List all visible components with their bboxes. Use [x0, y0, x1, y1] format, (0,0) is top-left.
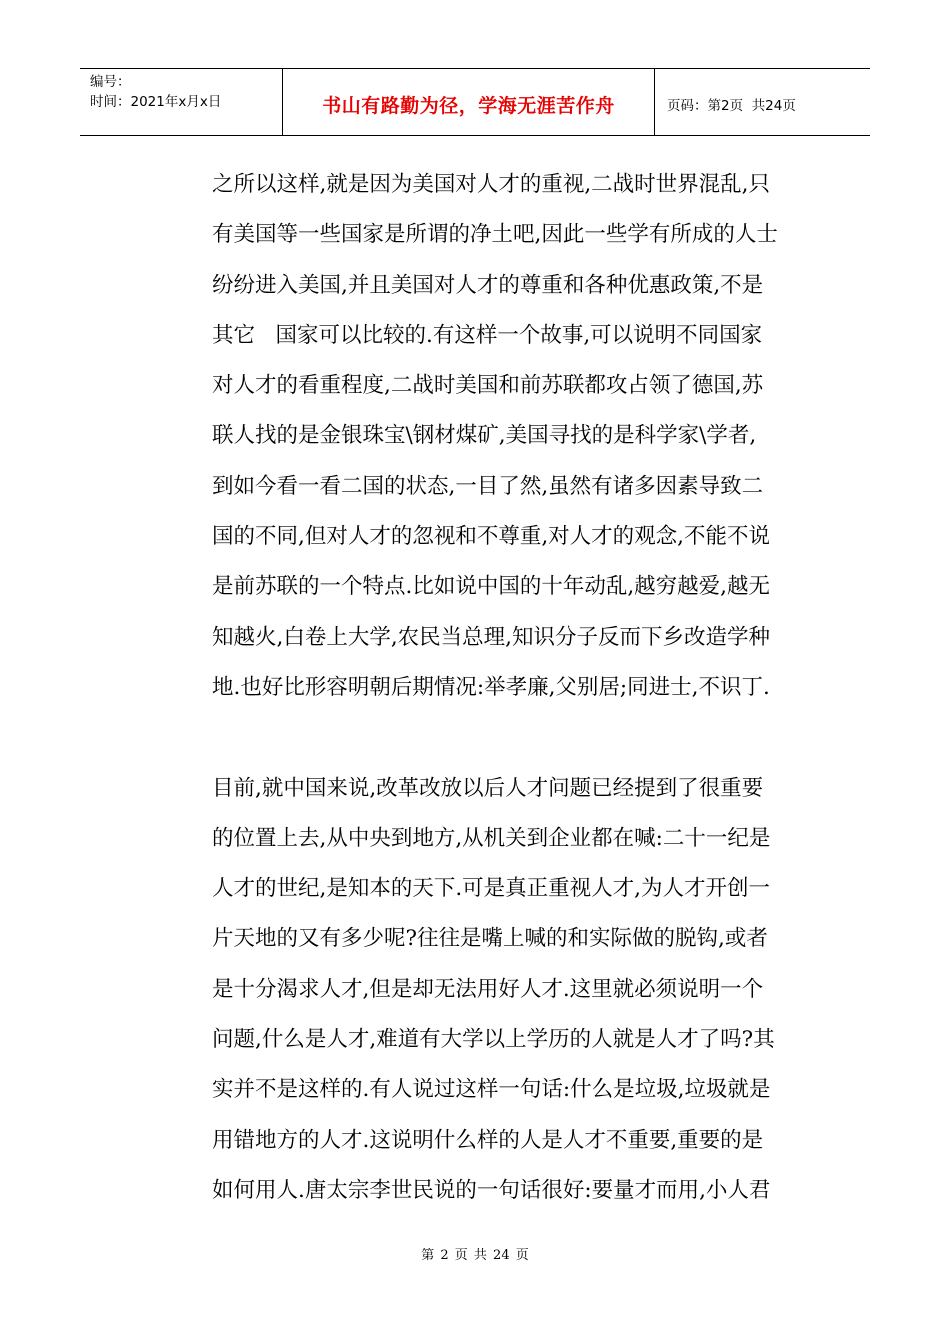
- header-page-info: 页码：第2页 共24页: [667, 98, 796, 114]
- page-footer: 第 2 页 共 24 页: [421, 1248, 529, 1263]
- text-line: 目前,就中国来说,改革改放以后人才问题已经提到了很重要: [212, 775, 764, 801]
- text-line: 人才的世纪,是知本的天下.可是真正重视人才,为人才开创一: [212, 876, 771, 902]
- text-line: 问题,什么是人才,难道有大学以上学历的人就是人才了吗?其: [212, 1027, 775, 1053]
- text-line: 地.也好比形容明朝后期情况:举孝廉,父别居;同进士,不识丁.: [212, 674, 770, 700]
- text-line: 片天地的又有多少呢?往往是嘴上喊的和实际做的脱钩,或者: [212, 926, 768, 952]
- text-line: 知越火,白卷上大学,农民当总理,知识分子反而下乡改造学种: [212, 624, 771, 650]
- text-line: 的位置上去,从中央到地方,从机关到企业都在喊:二十一纪是: [212, 825, 771, 851]
- text-line: 用错地方的人才.这说明什么样的人是人才不重要,重要的是: [212, 1127, 764, 1153]
- text-line: 是前苏联的一个特点.比如说中国的十年动乱,越穷越爱,越无: [212, 574, 771, 600]
- document-header: [80, 68, 870, 136]
- header-meta-cell: [80, 69, 283, 135]
- text-line: 实并不是这样的.有人说过这样一句话:什么是垃圾,垃圾就是: [212, 1077, 771, 1103]
- text-line: 其它 国家可以比较的.有这样一个故事,可以说明不同国家: [212, 322, 763, 348]
- text-line: 有美国等一些国家是所谓的净土吧,因此一些学有所成的人士: [212, 222, 778, 248]
- text-line: 国的不同,但对人才的忽视和不尊重,对人才的观念,不能不说: [212, 524, 771, 550]
- time-label: 时间：2021年x月x日: [90, 94, 222, 110]
- text-line: 对人才的看重程度,二战时美国和前苏联都攻占领了德国,苏: [212, 373, 764, 399]
- text-line: 如何用人.唐太宗李世民说的一句话很好:要量才而用,小人君: [212, 1177, 771, 1203]
- paragraph-gap: [212, 713, 812, 763]
- code-label: 编号：: [90, 74, 131, 90]
- paragraph-2: [212, 764, 812, 1217]
- text-line: 纷纷进入美国,并且美国对人才的尊重和各种优惠政策,不是: [212, 272, 764, 298]
- header-motto: 书山有路勤为径，学海无涯苦作舟: [283, 69, 655, 135]
- text-line: 到如今看一看二国的状态,一目了然,虽然有诸多因素导致二: [212, 473, 764, 499]
- text-line: 之所以这样,就是因为美国对人才的重视,二战时世界混乱,只: [212, 172, 771, 197]
- text-line: 是十分渴求人才,但是却无法用好人才.这里就必须说明一个: [212, 976, 764, 1002]
- document-body: [212, 160, 812, 1216]
- paragraph-1: [212, 160, 812, 713]
- text-line: 联人找的是金银珠宝\钢材煤矿,美国寻找的是科学家\学者,: [212, 423, 757, 449]
